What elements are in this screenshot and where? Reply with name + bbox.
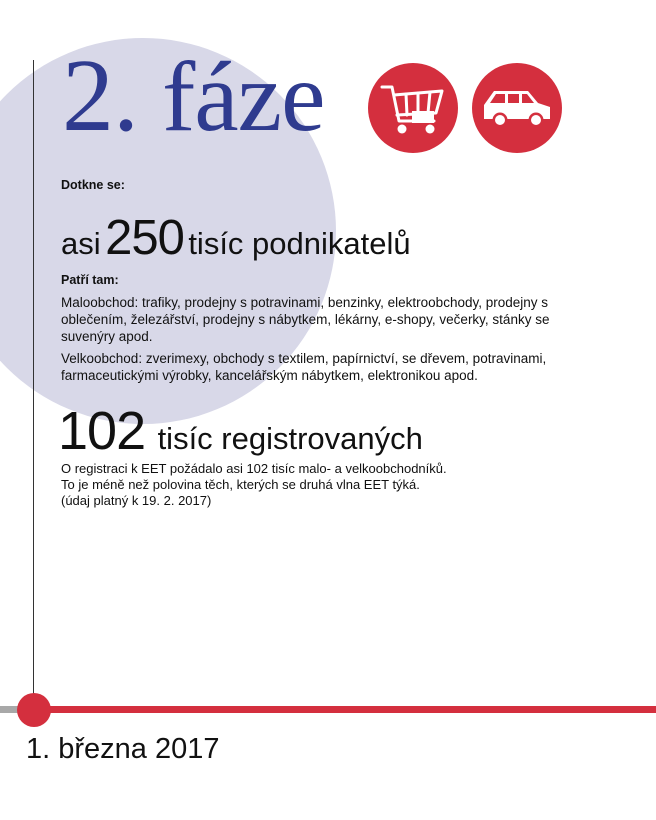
registration-note: O registraci k EET požádalo asi 102 tisíc malo- a velkoobchodníků. xyxy=(61,461,447,476)
phase-number: 2. xyxy=(62,38,138,153)
registered-suffix: tisíc registrovaných xyxy=(157,421,423,456)
affected-prefix: asi xyxy=(61,226,101,261)
registration-comparison: To je méně než polovina těch, kterých se druhá vlna EET týká. xyxy=(61,477,420,492)
registered-number: 102 xyxy=(58,401,146,461)
timeline-marker xyxy=(17,693,51,727)
affected-suffix: tisíc podnikatelů xyxy=(188,226,411,261)
phase-word: fáze xyxy=(162,41,325,152)
timeline-date: 1. března 2017 xyxy=(26,733,220,765)
wholesale-paragraph: Velkoobchod: zverimexy, obchody s textilem, papírnictví, se dřevem, potravinami, farmaceutickými výrobky, kancelářským nábytkem, elektronikou apod. xyxy=(61,351,547,383)
timeline-vertical-line xyxy=(33,60,34,708)
timeline-bar xyxy=(33,706,656,713)
registered-count xyxy=(58,400,423,462)
affected-count xyxy=(61,210,411,266)
car-icon xyxy=(472,63,562,153)
retail-paragraph: Maloobchod: trafiky, prodejny s potravinami, benzinky, elektroobchody, prodejny s oblečením, železářství, prodejny s nábytkem, lékárny, e-shopy, večerky, stánky se suvenýry apod. xyxy=(61,295,550,344)
data-validity-note: (údaj platný k 19. 2. 2017) xyxy=(61,493,212,508)
affected-number: 250 xyxy=(105,211,184,265)
affects-label: Dotkne se: xyxy=(61,178,125,192)
belongs-label: Patří tam: xyxy=(61,273,119,287)
shopping-cart-icon xyxy=(368,63,458,153)
page-title xyxy=(62,38,325,153)
